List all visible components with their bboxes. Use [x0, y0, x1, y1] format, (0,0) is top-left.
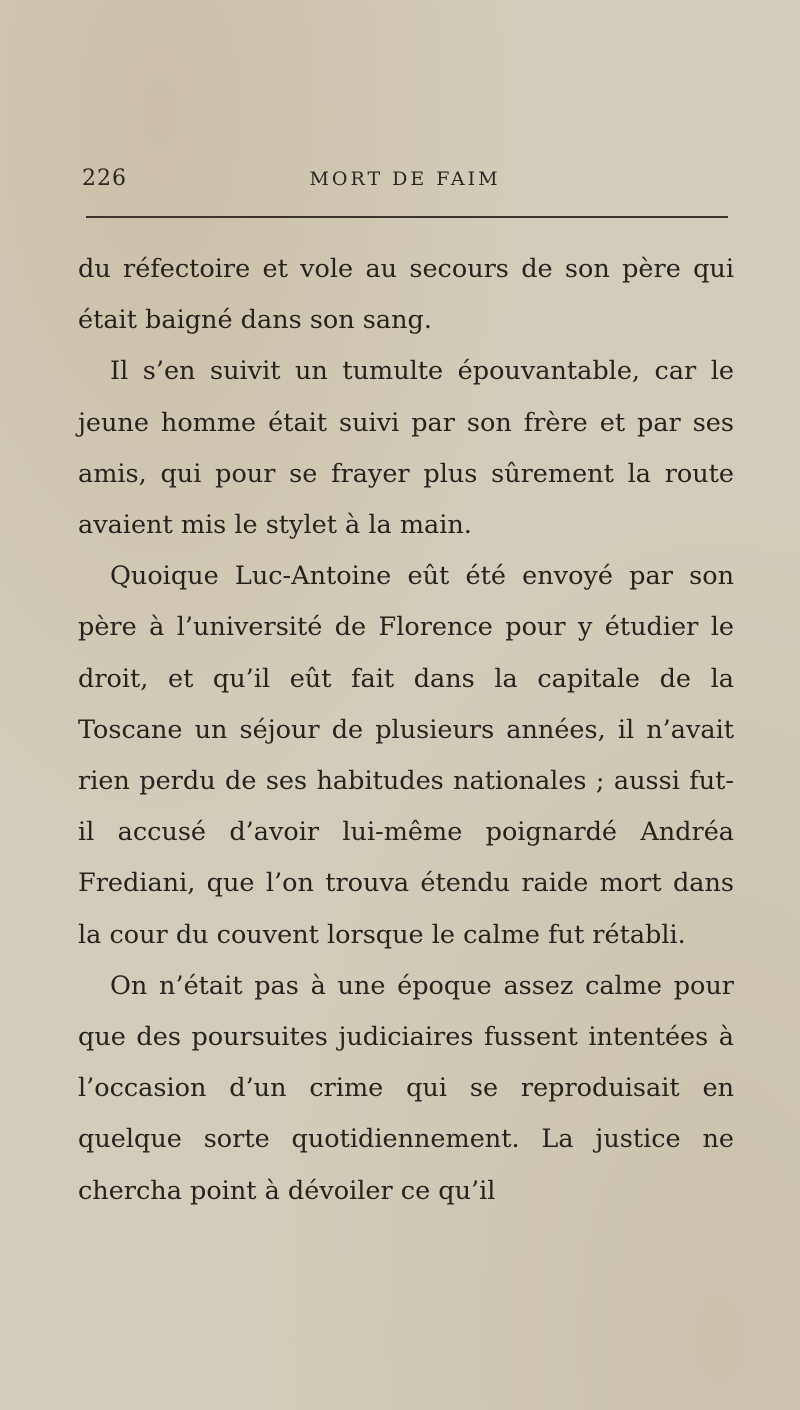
page-number: 226	[82, 166, 127, 191]
paragraph-tumulte: Il s’en suivit un tumulte épouvantable, car le jeune homme était suivi par son frère et par ses amis, qui pour se frayer plus sûrement la route avaient mis le stylet à la main.	[78, 356, 734, 541]
body-text	[78, 244, 734, 1217]
paragraph-luc-antoine: Quoique Luc-Antoine eût été envoyé par son père à l’université de Florence pour y étudier le droit, et qu’il eût fait dans la capitale de la Toscane un séjour de plusieurs années, il n’avait rien perdu de ses habitudes nationales ; aussi fut-il accusé d’avoir lui-même poignardé Andréa Frediani, que l’on trouva étendu raide mort dans la cour du couvent lorsque le calme fut rétabli.	[78, 561, 734, 950]
running-title: MORT DE FAIM	[309, 168, 501, 190]
header-rule	[86, 216, 728, 218]
running-head	[82, 166, 728, 196]
paragraph-continuation: du réfectoire et vole au secours de son père qui était baigné dans son sang.	[78, 254, 734, 336]
paragraph-justice: On n’était pas à une époque assez calme pour que des poursuites judiciaires fussent intentées à l’occasion d’un crime qui se reproduisait en quelque sorte quotidiennement. La justice ne chercha point à dévoiler ce qu’il	[78, 970, 734, 1206]
